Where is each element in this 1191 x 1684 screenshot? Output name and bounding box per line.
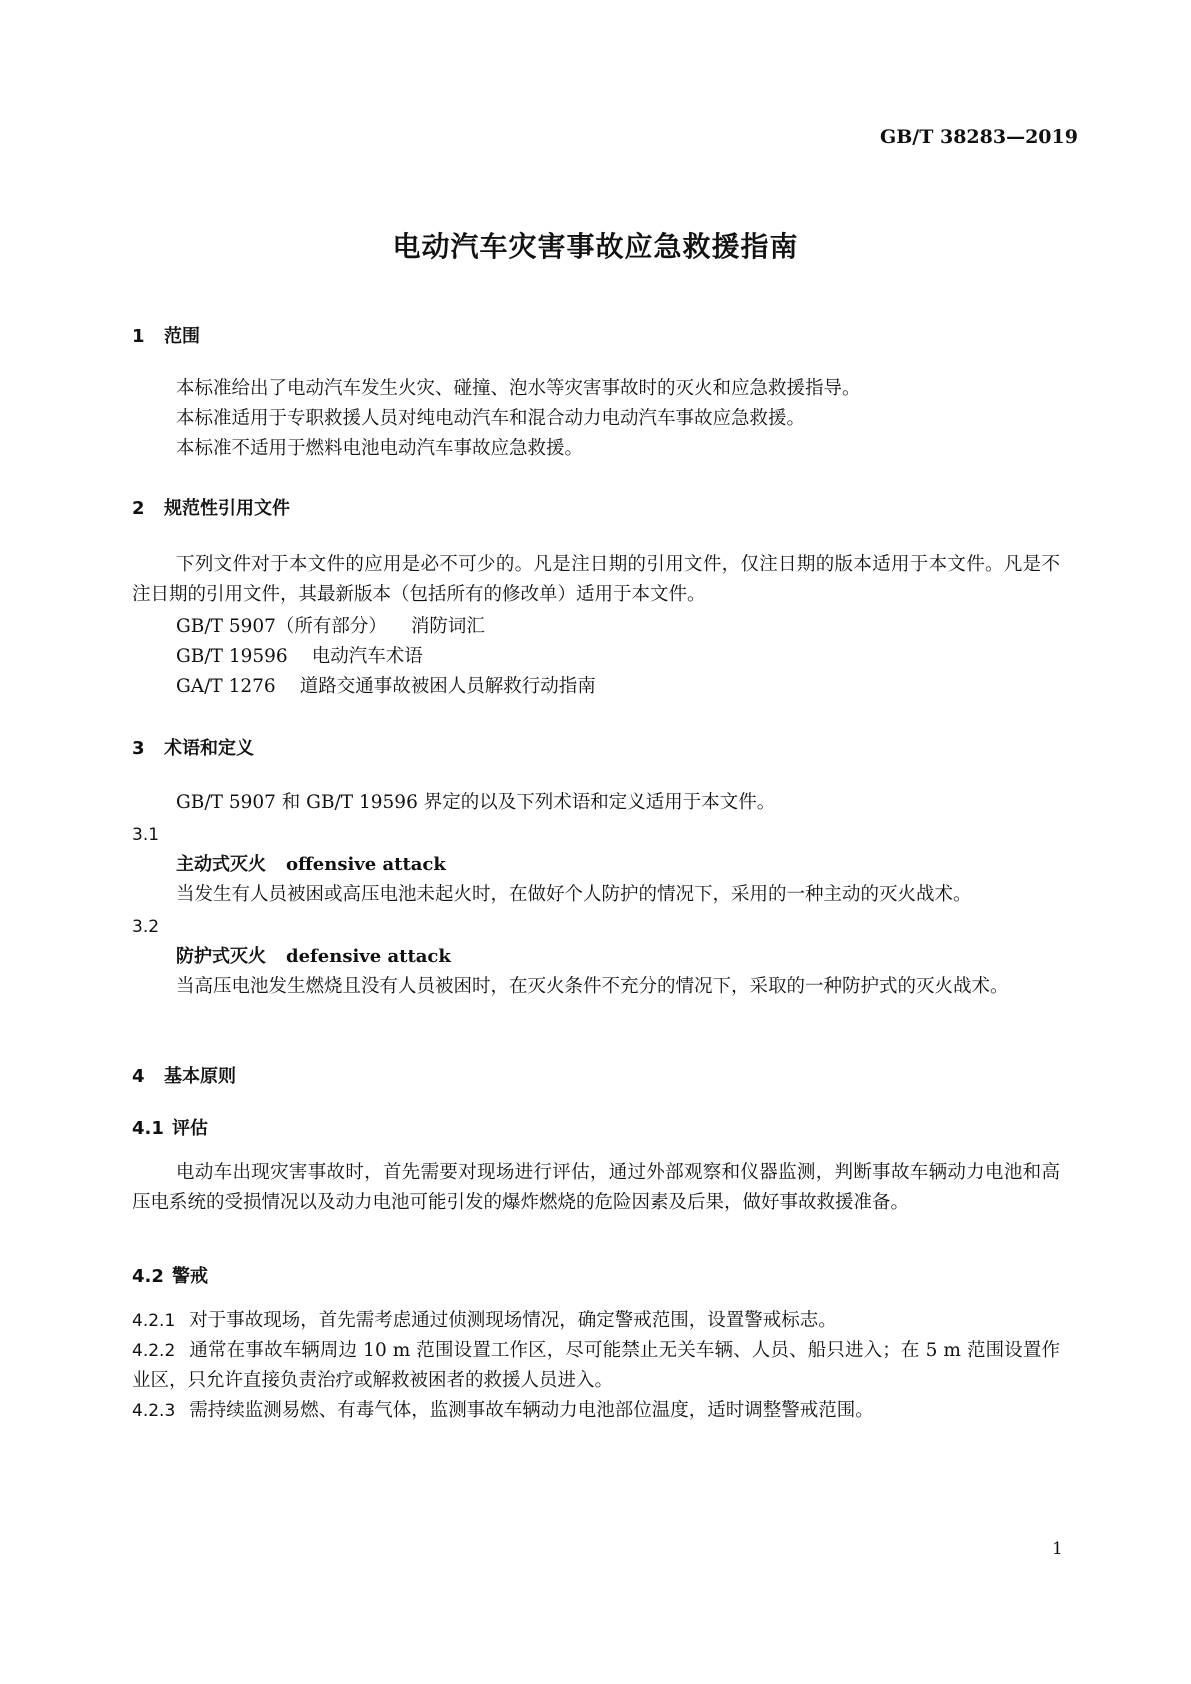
reference-item [176,672,596,702]
section-title: 术语和定义 [164,738,254,759]
term-number: 3.2 [132,917,160,937]
clause-item [132,1396,1060,1426]
section-heading-normative-references [132,494,290,524]
subsection-title: 警戒 [172,1266,208,1287]
term-name-cn: 主动式灭火 [176,854,266,875]
section-number: 2 [132,498,145,519]
reference-name: 消防词汇 [410,616,485,637]
section-title: 规范性引用文件 [164,498,290,519]
term-definition: 当高压电池发生燃烧且没有人员被困时，在灭火条件不充分的情况下，采取的一种防护式的灭火战术。 [176,976,1009,997]
section-heading-principles [132,1062,236,1092]
scope-paragraph: 本标准不适用于燃料电池电动汽车事故应急救援。 [176,438,584,459]
clause-item [132,1306,1060,1336]
subsection-number: 4.1 [132,1118,164,1139]
subsection-title: 评估 [172,1118,208,1139]
scope-paragraph: 本标准给出了电动汽车发生火灾、碰撞、泡水等灾害事故时的灭火和应急救援指导。 [176,378,861,399]
reference-name: 道路交通事故被困人员解救行动指南 [299,676,596,697]
section-heading-terms [132,734,254,764]
term-name-en: defensive attack [286,946,451,967]
reference-code: GA/T 1276 [176,676,276,697]
reference-code: GB/T 5907（所有部分） [176,616,387,637]
term-name [176,850,446,880]
reference-item [176,612,485,642]
term-number: 3.1 [132,825,160,845]
scope-paragraph: 本标准适用于专职救援人员对纯电动汽车和混合动力电动汽车事故应急救援。 [176,408,806,429]
section-number: 4 [132,1066,145,1087]
clause-item [132,1336,1060,1396]
standard-code: GB/T 38283—2019 [880,126,1078,148]
reference-name: 电动汽车术语 [311,646,423,667]
clause-number: 4.2.2 [132,1341,176,1361]
subsection-number: 4.2 [132,1266,164,1287]
subsection-heading-assessment [132,1114,208,1144]
term-name-cn: 防护式灭火 [176,946,266,967]
clause-text: 对于事故现场，首先需考虑通过侦测现场情况，确定警戒范围，设置警戒标志。 [189,1310,837,1331]
term-name [176,942,451,972]
section-number: 1 [132,326,145,347]
reference-item [176,642,423,672]
term-name-en: offensive attack [286,854,446,875]
clause-text: 需持续监测易燃、有毒气体，监测事故车辆动力电池部位温度，适时调整警戒范围。 [189,1400,874,1421]
section-number: 3 [132,738,145,759]
section-title: 基本原则 [164,1066,236,1087]
assessment-paragraph: 电动车出现灾害事故时，首先需要对现场进行评估，通过外部观察和仪器监测，判断事故车辆动力电池和高压电系统的受损情况以及动力电池可能引发的爆炸燃烧的危险因素及后果，做好事故救援准备。 [132,1162,1060,1213]
subsection-heading-warning [132,1262,208,1292]
page-number: 1 [1052,1539,1063,1559]
section-heading-scope [132,322,200,352]
references-intro: 下列文件对于本文件的应用是必不可少的。凡是注日期的引用文件，仅注日期的版本适用于本文件。凡是不注日期的引用文件，其最新版本（包括所有的修改单）适用于本文件。 [132,554,1060,605]
term-definition: 当发生有人员被困或高压电池未起火时，在做好个人防护的情况下，采用的一种主动的灭火战术。 [176,884,972,905]
clause-number: 4.2.3 [132,1401,176,1421]
clause-number: 4.2.1 [132,1311,176,1331]
document-title: 电动汽车灾害事故应急救援指南 [392,230,799,263]
reference-code: GB/T 19596 [176,646,288,667]
clause-text: 通常在事故车辆周边 10 m 范围设置工作区，尽可能禁止无关车辆、人员、船只进入；在 5 m 范围设置作业区，只允许直接负责治疗或解救被困者的救援人员进入。 [132,1340,1060,1391]
section-title: 范围 [164,326,200,347]
terms-intro: GB/T 5907 和 GB/T 19596 界定的以及下列术语和定义适用于本文件。 [176,792,776,813]
